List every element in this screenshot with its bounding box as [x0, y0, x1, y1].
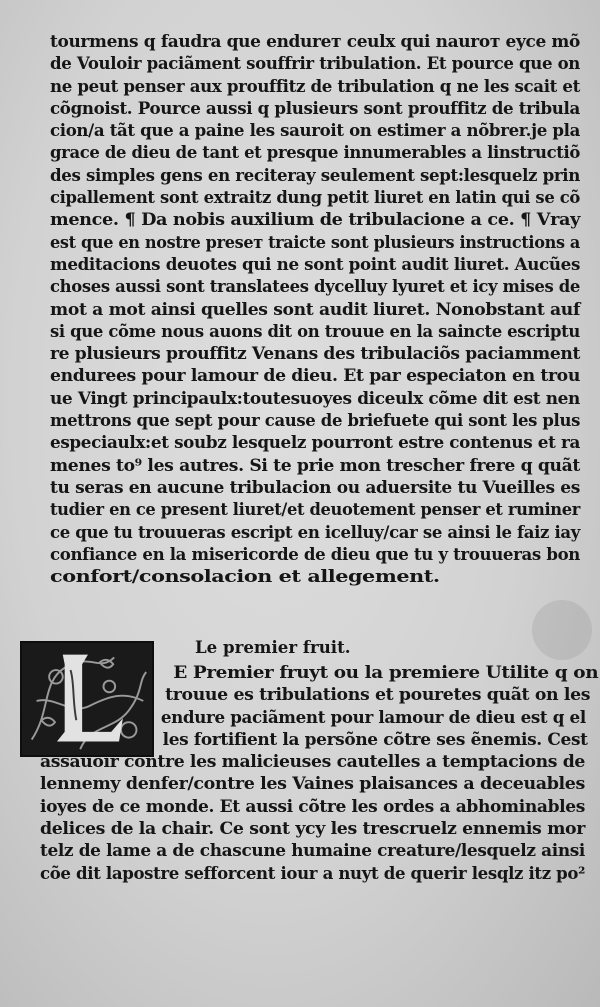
text-line: est que en nostre preseт traicte sont plusieurs instructions a	[50, 231, 580, 252]
text-line: confiance en la misericorde de dieu que tu y trouueras bon	[50, 543, 580, 564]
main-paragraph	[50, 30, 580, 587]
text-line: ne peut penser aux prouffitz de tribulation q ne les scait et	[50, 75, 580, 96]
text-line: cõgnoist. Pource aussi q plusieurs sont prouffitz de tribula	[50, 97, 580, 118]
text-line: cõe dit lapostre sefforcent iour a nuyt de querir lesqlz itz po²	[40, 862, 585, 883]
text-line: trouue es tribulations et pouretes quãt on les	[165, 684, 591, 705]
text-line: de Vouloir paciãment souffrir tribulation. Et pource que on	[50, 53, 580, 74]
text-line: especiaulx:et soubz lesquelz pourront estre contenus et ra	[50, 432, 581, 453]
text-line: ue Vingt principaulx:toutesuoyes diceulx cõme dit est nen	[50, 387, 580, 408]
text-line: tudier en ce present liuret/et deuotement penser et ruminer	[50, 499, 580, 520]
text-line: lennemy denfer/contre les Vaines plaisances a deceuables	[40, 773, 585, 794]
text-line: delices de la chair. Ce sont ycy les trescruelz ennemis mor	[40, 818, 585, 839]
text-line: ioyes de ce monde. Et aussi cõtre les ordes a abhominables	[40, 795, 585, 816]
text-line: ce que tu trouueras escript en icelluy/car se ainsi le faiz iay	[50, 521, 580, 542]
text-line: mettrons que sept pour cause de briefuete qui sont les plus	[50, 410, 580, 431]
text-line: meditacions deuotes qui ne sont point audit liuret. Aucũes	[50, 253, 580, 274]
text-line: mot a mot ainsi quelles sont audit liuret. Nonobstant auf	[50, 298, 580, 319]
text-line: menes to⁹ les autres. Si te prie mon trescher frere q quãt	[50, 454, 580, 475]
section-heading: Le premier fruit.	[195, 637, 351, 657]
text-line: si que cõme nous auons dit on trouue en la saincte escriptu	[50, 320, 580, 341]
text-line: choses aussi sont translatees dycelluy lyuret et icy mises de	[50, 276, 580, 297]
text-line: assauoir contre les malicieuses cautelles a temptacions de	[40, 751, 585, 772]
chapter-paragraph	[40, 661, 599, 884]
text-line: telz de lame a de chascune humaine creature/lesquelz ainsi	[40, 840, 585, 861]
paper-stain	[532, 600, 592, 660]
text-line: E Premier fruyt ou la premiere Utilite q on	[173, 662, 599, 682]
text-line: grace de dieu de tant et presque innumerables a linstructiõ	[50, 142, 580, 163]
text-line: tu seras en aucune tribulacion ou aduersite tu Vueilles es	[50, 476, 580, 497]
text-line: des simples gens en reciteray seulement sept:lesquelz prin	[50, 164, 580, 185]
text-line: cipallement sont extraitz dung petit liuret en latin qui se cõ	[50, 187, 580, 208]
text-line: mence. ¶ Da nobis auxilium de tribulacione a ce. ¶ Vray	[50, 209, 580, 230]
text-line: les fortifient la persõne cõtre ses ẽnemis. Cest	[162, 728, 588, 749]
text-line: confort/consolacion et allegement.	[50, 566, 440, 587]
text-line: endure paciãment pour lamour de dieu est q el	[160, 706, 586, 727]
text-line: endurees pour lamour de dieu. Et par especiaton en trou	[50, 365, 580, 386]
text-line: re plusieurs prouffitz Venans des tribulaciõs paciamment	[50, 343, 580, 364]
text-line: cion/a tãt que a paine les sauroit on estimer a nõbrer.je pla	[50, 120, 580, 141]
text-line: tourmens q faudra que endureт ceulx qui nauroт eyce mõ	[50, 31, 580, 51]
